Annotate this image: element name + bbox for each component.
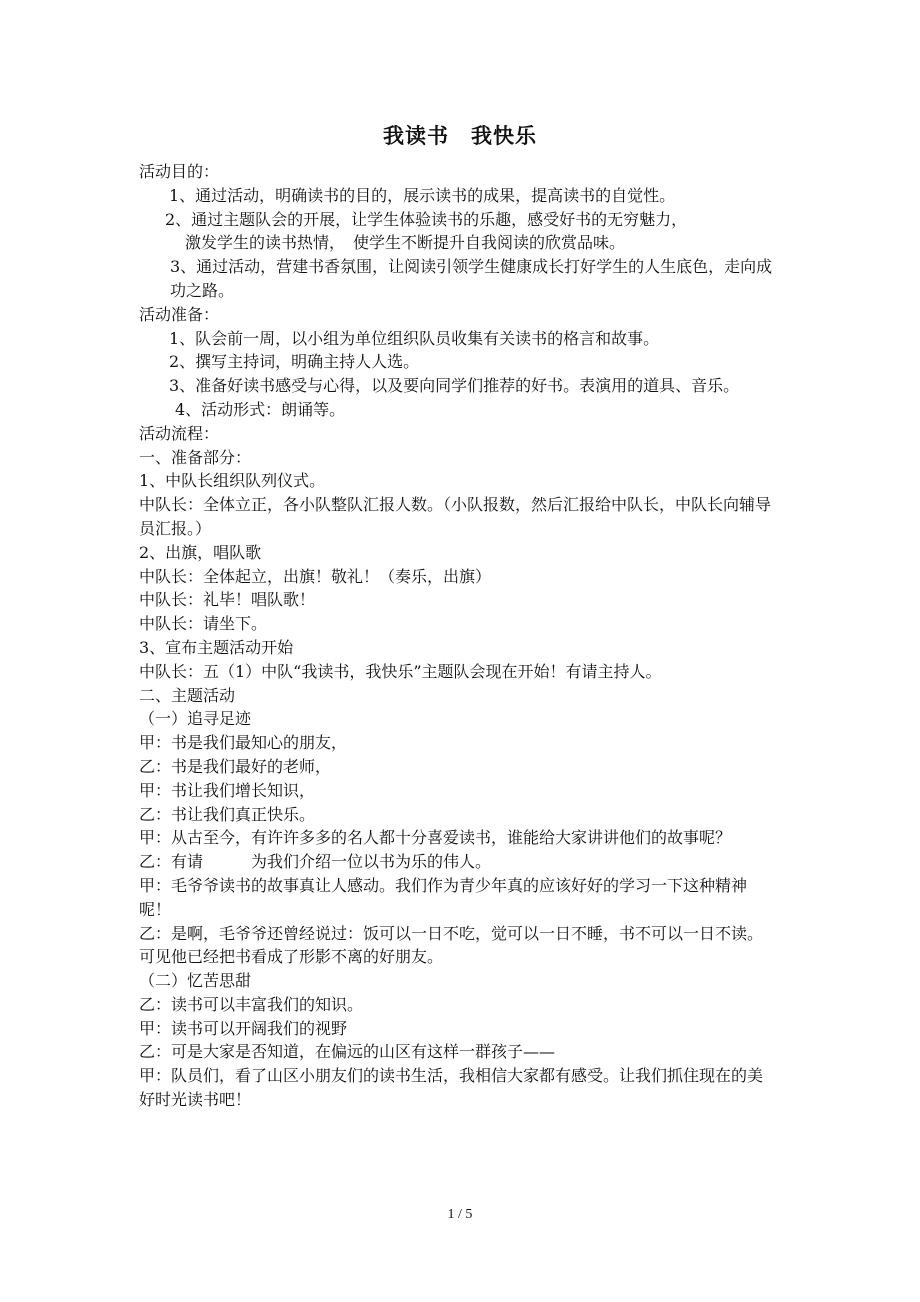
purpose-item-2-continued: 激发学生的读书热情， 使学生不断提升自我阅读的欣赏品味。 bbox=[185, 233, 626, 253]
dialogue-line: 甲：毛爷爷读书的故事真让人感动。我们作为青少年真的应该好好的学习一下这种精神呢！ bbox=[139, 875, 748, 919]
step-2: 2、出旗，唱队歌 bbox=[139, 542, 262, 562]
dialogue-line: 乙：有请 为我们介绍一位以书为乐的伟人。 bbox=[139, 852, 492, 872]
preparation-item-2: 2、撰写主持词，明确主持人人选。 bbox=[169, 352, 420, 372]
dialogue-line: 甲：书让我们增长知识， bbox=[139, 780, 316, 800]
subsection-heading-2: （二）忆苦思甜 bbox=[139, 971, 252, 991]
page-number: 1 / 5 bbox=[447, 1207, 473, 1222]
dialogue-line: 中队长：礼毕！唱队歌！ bbox=[139, 590, 316, 610]
preparation-item-4: 4、活动形式：朗诵等。 bbox=[175, 399, 346, 419]
part-heading-1: 一、准备部分： bbox=[139, 447, 252, 467]
dialogue-line: 乙：书是我们最好的老师， bbox=[139, 756, 332, 776]
dialogue-line: 甲：书是我们最知心的朋友， bbox=[139, 733, 348, 753]
dialogue-line: 甲：队员们，看了山区小朋友们的读书生活，我相信大家都有感受。让我们抓住现在的美好时光读书吧！ bbox=[139, 1066, 764, 1110]
section-heading-purpose: 活动目的： bbox=[139, 162, 220, 181]
dialogue-line: 甲：读书可以开阔我们的视野 bbox=[139, 1018, 348, 1038]
purpose-item-1: 1、通过活动，明确读书的目的，展示读书的成果，提高读书的自觉性。 bbox=[169, 185, 676, 205]
purpose-item-3: 3、通过活动，营建书香氛围，让阅读引领学生健康成长打好学生的人生底色，走向成功之路。 bbox=[170, 257, 773, 300]
document-title: 我读书 我快乐 bbox=[383, 124, 537, 148]
dialogue-line: 中队长：请坐下。 bbox=[139, 614, 268, 634]
dialogue-line: 乙：书让我们真正快乐。 bbox=[139, 804, 316, 824]
dialogue-line: 乙：可是大家是否知道，在偏远的山区有这样一群孩子—— bbox=[139, 1042, 556, 1062]
section-heading-process: 活动流程： bbox=[139, 423, 220, 443]
preparation-item-3: 3、准备好读书感受与心得，以及要向同学们推荐的好书。表演用的道具、音乐。 bbox=[169, 376, 740, 396]
dialogue-line: 乙：读书可以丰富我们的知识。 bbox=[139, 994, 364, 1014]
purpose-item-2: 2、通过主题队会的开展，让学生体验读书的乐趣，感受好书的无穷魅力， bbox=[165, 209, 688, 229]
dialogue-line: 中队长：全体立正，各小队整队汇报人数。（小队报数，然后汇报给中队长，中队长向辅导员汇报。） bbox=[139, 495, 772, 538]
section-heading-preparation: 活动准备： bbox=[139, 304, 220, 324]
dialogue-line: 乙：是啊，毛爷爷还曾经说过：饭可以一日不吃，觉可以一日不睡，书不可以一日不读。可见他已经把书看成了形影不离的好朋友。 bbox=[139, 923, 764, 967]
document-body bbox=[139, 160, 775, 1112]
preparation-item-1: 1、队会前一周，以小组为单位组织队员收集有关读书的格言和故事。 bbox=[169, 328, 660, 348]
dialogue-line: 中队长：全体起立，出旗！敬礼！（奏乐，出旗） bbox=[139, 566, 492, 586]
step-1: 1、中队长组织队列仪式。 bbox=[139, 471, 326, 491]
subsection-heading-1: （一）追寻足迹 bbox=[139, 709, 252, 729]
dialogue-line: 中队长：五（1）中队“我读书，我快乐”主题队会现在开始！有请主持人。 bbox=[139, 661, 662, 681]
step-3: 3、宣布主题活动开始 bbox=[139, 637, 294, 657]
dialogue-line: 甲：从古至今，有许许多多的名人都十分喜爱读书，谁能给大家讲讲他们的故事呢？ bbox=[139, 828, 732, 848]
part-heading-2: 二、主题活动 bbox=[139, 685, 236, 705]
